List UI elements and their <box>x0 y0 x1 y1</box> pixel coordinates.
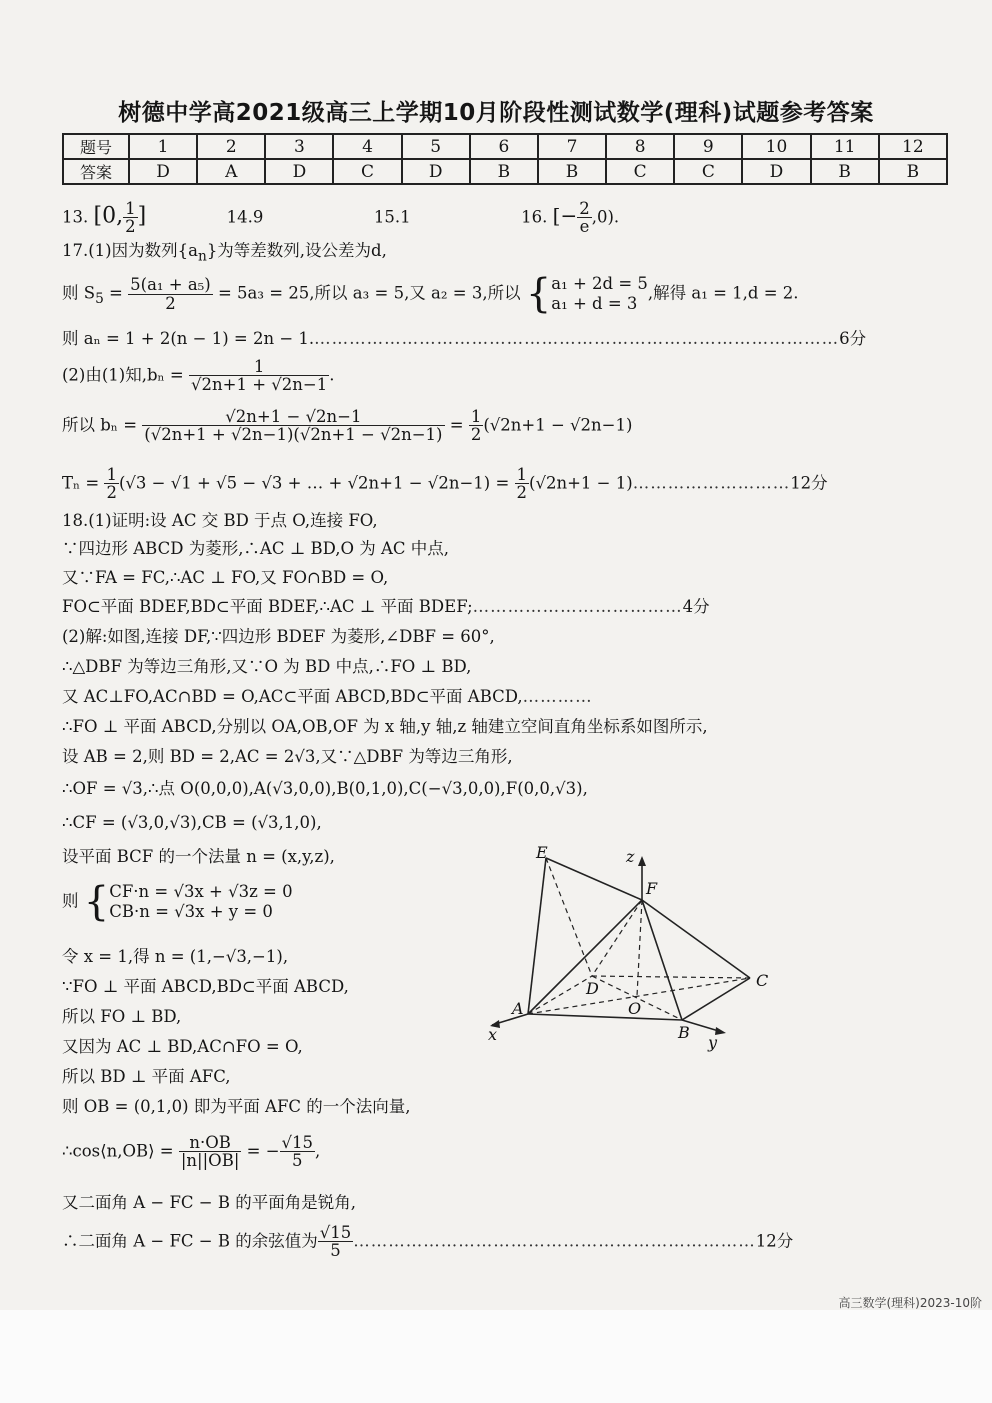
q18-cos-line <box>62 1134 320 1170</box>
label-E: E <box>536 843 548 862</box>
table-cell: 4 <box>333 134 401 159</box>
table-cell: 8 <box>606 134 674 159</box>
edge-FO <box>637 900 642 996</box>
denominator: 5 <box>330 1241 341 1261</box>
table-cell: C <box>606 159 674 184</box>
q18-text: ∴二面角 A − FC − B 的余弦值为 <box>62 1231 318 1251</box>
subscript: 5 <box>95 290 104 307</box>
edge-DC <box>592 976 750 978</box>
q17-text: = 5a₃ = 25,所以 a₃ = 5,又 a₂ = 3,所以 <box>212 283 521 303</box>
q18-line: 设平面 BCF 的一个法量 n = (x,y,z), <box>62 847 335 866</box>
denominator: 2 <box>106 483 117 503</box>
q17-line-5 <box>62 408 632 444</box>
label-x: x <box>488 1025 498 1044</box>
label-z: z <box>626 847 635 866</box>
answer-fraction <box>318 1224 354 1260</box>
denominator: 2 <box>165 293 176 313</box>
bottom-margin <box>0 1310 992 1403</box>
denominator: |n||OB| <box>180 1151 240 1171</box>
q18-line: 18.(1)证明:设 AC 交 BD 于点 O,连接 FO, <box>62 511 378 530</box>
system-brace: { <box>83 879 110 925</box>
half-fraction <box>104 466 119 502</box>
table-row-answers <box>63 159 947 184</box>
half-fraction <box>515 466 530 502</box>
numerator: 1 <box>189 358 329 376</box>
q17-text: 所以 bₙ = <box>62 415 143 435</box>
q17-text: Tₙ = <box>62 473 105 493</box>
q18-text: , <box>315 1141 321 1161</box>
q16-prefix: 16. <box>521 207 548 227</box>
denominator: √2n+1 + √2n−1 <box>191 375 328 395</box>
denominator: 2 <box>470 425 482 445</box>
q18-line <box>62 686 593 708</box>
table-cell: 1 <box>129 134 197 159</box>
q17-text: = <box>444 415 469 435</box>
q17-text: (2)由(1)知,bₙ = <box>62 365 190 385</box>
q15-answer: 15.1 <box>373 207 411 227</box>
q16-right-bracket: ,0). <box>591 207 620 227</box>
table-cell: D <box>129 159 197 184</box>
table-cell: 5 <box>402 134 470 159</box>
q17-text: 17.(1)因为数列{a <box>62 241 198 260</box>
half-fraction <box>469 408 484 444</box>
q18-final-line <box>62 1224 793 1260</box>
dot-leader: ……………………… <box>632 473 791 493</box>
table-cell: 10 <box>742 134 810 159</box>
table-cell: C <box>674 159 742 184</box>
equation: a₁ + 2d = 5 <box>551 274 648 293</box>
q18-line: 所以 BD ⊥ 平面 AFC, <box>62 1067 231 1086</box>
table-cell: 6 <box>470 134 538 159</box>
dot-leader: …………………………………………………………… <box>353 1231 756 1251</box>
q13-left-bracket: [0, <box>93 203 124 229</box>
label-O: O <box>628 999 642 1018</box>
q18-text: 则 <box>62 891 79 911</box>
system-brace: { <box>525 271 552 317</box>
q18-text: ∴cos⟨n,OB⟩ = <box>62 1141 179 1161</box>
numerator: n·OB <box>179 1134 242 1152</box>
q16-denominator: e <box>579 217 590 237</box>
q18-line: ∴△DBF 为等边三角形,又∵O 为 BD 中点,∴FO ⊥ BD, <box>62 657 472 676</box>
q18-line: (2)解:如图,连接 DF,∵四边形 BDEF 为菱形,∠DBF = 60°, <box>62 627 495 646</box>
label-y: y <box>708 1033 718 1052</box>
subscript: n <box>197 248 207 265</box>
q13-prefix: 13. <box>62 207 89 227</box>
q17-text: (√2n+1 − 1) <box>529 473 633 493</box>
q17-text: 则 S <box>62 283 96 303</box>
rationalized-fraction <box>142 408 444 444</box>
q16-left-bracket: [− <box>552 203 578 228</box>
denominator: 5 <box>292 1151 303 1171</box>
label-B: B <box>678 1023 690 1042</box>
table-cell: D <box>265 159 333 184</box>
score: 6分 <box>839 329 867 348</box>
vertex-labels <box>488 843 768 1052</box>
q13-right-bracket: ] <box>137 203 147 229</box>
q18-text: = − <box>241 1141 280 1161</box>
q18-line: 设 AB = 2,则 BD = 2,AC = 2√3,又∵△DBF 为等边三角形, <box>62 747 513 766</box>
cos-fraction <box>179 1134 242 1170</box>
edge-FA <box>528 900 642 1014</box>
dot-leader: ………… <box>522 687 593 706</box>
label-F: F <box>646 879 658 898</box>
q17-text: }为等差数列,设公差为d, <box>206 241 387 260</box>
label-A: A <box>512 999 524 1018</box>
numerator: 5(a₁ + a₅) <box>130 275 211 295</box>
table-cell: D <box>742 159 810 184</box>
q18-line: ∴CF = (√3,0,√3),CB = (√3,1,0), <box>62 813 322 832</box>
table-cell: D <box>402 159 470 184</box>
numerator: √15 <box>281 1133 314 1152</box>
table-cell: A <box>197 159 265 184</box>
q13-numerator: 1 <box>125 199 136 218</box>
edge-EA <box>528 858 546 1014</box>
q17-text: (√3 − √1 + √5 − √3 + … + √2n+1 − √2n−1) = <box>118 473 515 493</box>
geometry-figure <box>482 842 782 1052</box>
fill-in-answers <box>62 200 619 236</box>
equation: a₁ + d = 3 <box>551 294 638 313</box>
solid-edges <box>492 858 750 1032</box>
q18-line: 又∵FA = FC,∴AC ⊥ FO,又 FO∩BD = O, <box>62 568 389 587</box>
numerator: √15 <box>319 1223 352 1242</box>
edge-FC <box>642 900 750 978</box>
numerator: √2n+1 − √2n−1 <box>142 408 444 426</box>
q18-text: FO⊂平面 BDEF,BD⊂平面 BDEF,∴AC ⊥ 平面 BDEF; <box>62 597 473 616</box>
table-cell: 9 <box>674 134 742 159</box>
edge-BC <box>682 978 750 1020</box>
q18-line: 则 OB = (0,1,0) 即为平面 AFC 的一个法向量, <box>62 1097 411 1116</box>
table-cell: B <box>811 159 879 184</box>
numerator: 1 <box>516 465 528 484</box>
q18-line <box>62 596 710 618</box>
q18-line: ∵四边形 ABCD 为菱形,∴AC ⊥ BD,O 为 AC 中点, <box>62 539 450 558</box>
denominator: 2 <box>516 483 528 503</box>
q18-line: 又二面角 A − FC − B 的平面角是锐角, <box>62 1193 356 1212</box>
q18-line: 令 x = 1,得 n = (1,−√3,−1), <box>62 947 289 966</box>
q17-line-1 <box>62 240 387 267</box>
value-fraction <box>280 1134 316 1170</box>
q16-numerator: 2 <box>579 199 590 218</box>
q14-answer: 14.9 <box>226 207 264 227</box>
table-cell: B <box>879 159 947 184</box>
score: 12分 <box>755 1231 794 1251</box>
q17-text: = <box>103 283 129 303</box>
hidden-edges <box>528 858 750 1020</box>
equation-system <box>551 274 648 314</box>
answer-table <box>62 133 948 185</box>
table-cell: 7 <box>538 134 606 159</box>
q13-denominator: 2 <box>125 217 136 237</box>
footer-note: 高三数学(理科)2023-10阶 <box>838 1296 982 1310</box>
label-C: C <box>756 971 769 990</box>
q17-text: (√2n+1 − √2n−1) <box>483 415 633 435</box>
label-D: D <box>586 979 599 998</box>
page-title: 树德中学高2021级高三上学期10月阶段性测试数学(理科)试题参考答案 <box>118 100 874 126</box>
denominator: (√2n+1 + √2n−1)(√2n+1 − √2n−1) <box>144 425 443 445</box>
sum-fraction <box>128 276 213 312</box>
q17-line-4: (2)由(1)知,bₙ = $\frac{1}{√2n+1 + √2n-1}$ . <box>62 357 335 395</box>
table-cell: C <box>333 159 401 184</box>
q18-system-line <box>62 879 293 925</box>
q16-fraction <box>577 200 592 236</box>
edge-FB <box>642 900 682 1020</box>
equation-system <box>109 882 292 922</box>
q18-line: 又因为 AC ⊥ BD,AC∩FO = O, <box>62 1037 303 1056</box>
score: 4分 <box>682 597 710 616</box>
table-cell: 12 <box>879 134 947 159</box>
b-fraction <box>189 358 329 394</box>
numerator: 1 <box>106 465 117 484</box>
z-arrow <box>638 856 646 866</box>
q18-line: 所以 FO ⊥ BD, <box>62 1007 182 1026</box>
q17-text: ,解得 a₁ = 1,d = 2. <box>647 283 799 303</box>
q17-line-2 <box>62 271 799 317</box>
q18-line: ∴FO ⊥ 平面 ABCD,分别以 OA,OB,OF 为 x 轴,y 轴,z 轴建立空间直角坐标系如图所示, <box>62 717 708 736</box>
numerator: 1 <box>470 407 482 426</box>
dot-leader: ……………………………………………………………………………… <box>314 329 840 348</box>
answer-label: 答案 <box>63 159 129 184</box>
arrowheads <box>490 856 726 1035</box>
score: 12分 <box>790 473 828 493</box>
edge-FD <box>592 900 642 976</box>
table-cell: 2 <box>197 134 265 159</box>
q17-text: 则 aₙ = 1 + 2(n − 1) = 2n − 1. <box>62 329 315 348</box>
edge-AB <box>528 1014 682 1020</box>
q18-line: ∴OF = √3,∴点 O(0,0,0),A(√3,0,0),B(0,1,0),C(−√3,0,0),F(0,0,√3), <box>62 779 588 798</box>
q18-line: ∵FO ⊥ 平面 ABCD,BD⊂平面 ABCD, <box>62 977 349 996</box>
table-cell: B <box>470 159 538 184</box>
q18-text: 又 AC⊥FO,AC∩BD = O,AC⊂平面 ABCD,BD⊂平面 ABCD, <box>62 687 523 706</box>
table-cell: 11 <box>811 134 879 159</box>
dot-leader: ……………………………… <box>472 597 683 616</box>
equation: CF·n = √3x + √3z = 0 <box>109 882 293 901</box>
q17-line-3 <box>62 328 866 350</box>
table-cell: B <box>538 159 606 184</box>
q13-fraction <box>123 200 138 236</box>
q17-line-6 <box>62 466 828 502</box>
equation: CB·n = √3x + y = 0 <box>109 902 273 921</box>
table-row-numbers <box>63 134 947 159</box>
header-label: 题号 <box>63 134 129 159</box>
table-cell: 3 <box>265 134 333 159</box>
